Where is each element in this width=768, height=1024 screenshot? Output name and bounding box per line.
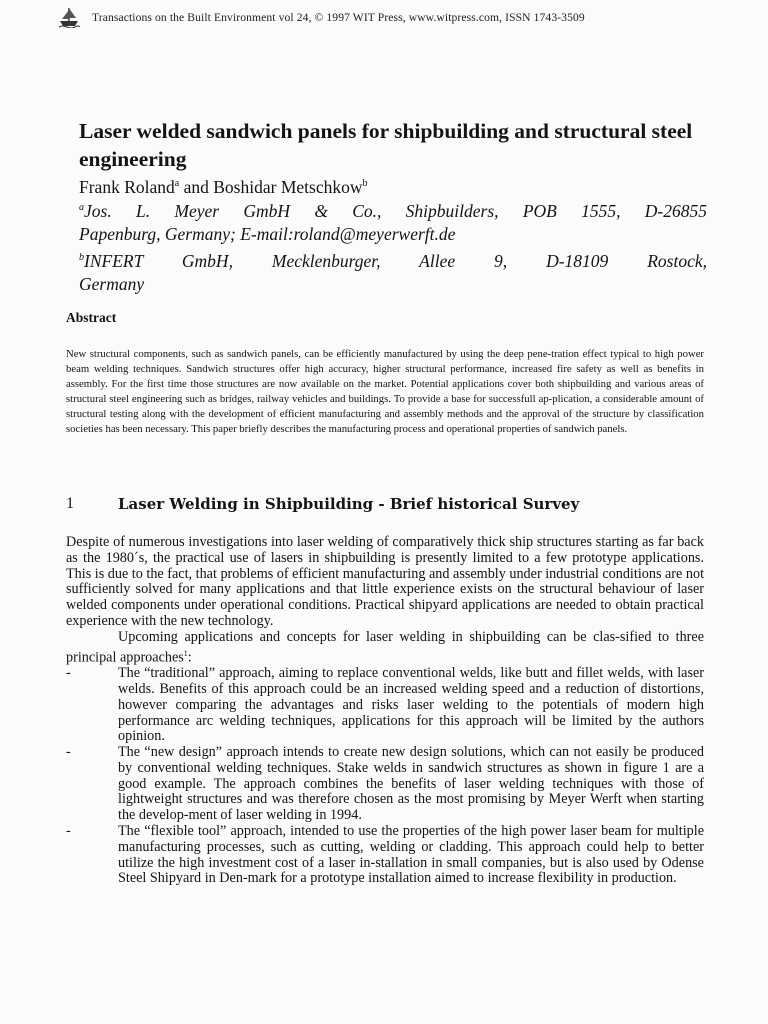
section-heading	[66, 495, 706, 513]
body-paragraph: Upcoming applications and concepts for laser welding in shipbuilding can be clas-sified to three principal approaches$^1$:	[66, 628, 704, 666]
list-bullet: -	[66, 665, 71, 682]
affiliations	[79, 196, 707, 296]
affiliation-line: $^b$INFERT GmbH, Mecklenburger, Allee 9, D-18109 Rostock,	[79, 250, 707, 271]
affiliation-line: $^a$Jos. L. Meyer GmbH & Co., Shipbuilders, POB 1555, D-26855	[79, 200, 707, 221]
list-bullet: -	[66, 823, 71, 840]
paper-title: Laser welded sandwich panels for shipbuilding and structural steel engineering	[79, 119, 693, 171]
affiliation-line: Germany	[79, 273, 145, 294]
section-number: 1	[66, 495, 74, 512]
list-bullet: -	[66, 744, 71, 761]
author-conjunction: and	[179, 176, 214, 197]
author-name: Boshidar Metschkow	[213, 176, 363, 197]
affiliation-marker: b	[362, 178, 368, 189]
abstract-heading: Abstract	[66, 310, 117, 325]
body-paragraph: Despite of numerous investigations into laser welding of comparatively thick ship structures starting as far back as the 1980´s, the practical use of lasers in shipbuilding is presently limited to a few prototype applications. This is due to the fact, that problems of efficient manufacturing and assembly under industrial conditions are not sufficiently solved for many applications and that little experience exists on the structural behaviour of laser welded components under operational conditions. Practical shipyard applications are needed to obtain practical experience with the new technology.	[66, 534, 705, 629]
affiliation-marker: a	[79, 202, 84, 213]
list-item: - The “flexible tool” approach, intended to use the properties of the high power laser beam for multiple manufacturing processes, such as cutting, welding or cladding. This approach could help to better utilize the high investment cost of a laser in-stallation in small companies, but is also used by Odense Steel Shipyard in Den-mark for a prototype installation aimed to increase flexibility in production.	[66, 823, 704, 887]
section-body	[66, 535, 704, 887]
affiliation-line: Papenburg, Germany; E-mail:roland@meyerwerft.de	[79, 223, 456, 244]
abstract-text: New structural components, such as sandwich panels, can be efficiently manufactured by using the deep pene-tration effect typical to high power beam welding techniques. Sandwich structures offer high accuracy, higher structural performance, increased fire safety as well as benefits in assembly. For the first time those structures are now available on the market. Potential applications cover both shipbuilding and various areas of structural steel engineering such as bridges, railway vehicles and buildings. To provide a base for successfull ap-plication, a considerable amount of structural testing along with the development of efficient manufacturing and assembly methods and the approval of the structure by classification societies has been necessary. This paper briefly describes the manufacturing process and operational properties of sandwich panels.	[66, 348, 704, 435]
page-header	[58, 6, 738, 28]
journal-citation: Transactions on the Built Environment vol 24, © 1997 WIT Press, www.witpress.com, ISSN 1743-3509	[92, 10, 585, 24]
affiliation-marker: a	[174, 178, 180, 189]
list-item: - The “new design” approach intends to create new design solutions, which can not easily be produced by conventional welding techniques. Stake welds in sandwich structures as shown in figure 1 are a good example. The approach combines the benefits of laser welding techniques with those of lightweight structures and was therefore chosen as the most promising by Meyer Werft when starting the develop-ment of laser welding in 1994.	[66, 744, 704, 824]
approach-list	[66, 666, 704, 887]
section-title: Laser Welding in Shipbuilding - Brief historical Survey	[118, 495, 580, 513]
affiliation-marker: b	[79, 251, 84, 263]
author-line	[79, 173, 719, 198]
publisher-ship-logo-icon	[58, 6, 80, 28]
author-name: Frank Roland	[79, 176, 175, 197]
footnote-marker: 1	[183, 648, 188, 658]
list-item: - The “traditional” approach, aiming to replace conventional welds, like butt and fillet welds, with laser welds. Benefits of this approach could be an increased welding speed and a reduction of distortions, however comparing the advantages and risks laser welding to the potentials of modern high performance arc welding techniques, applications for this approach will be limited by the authors opinion.	[66, 665, 704, 745]
